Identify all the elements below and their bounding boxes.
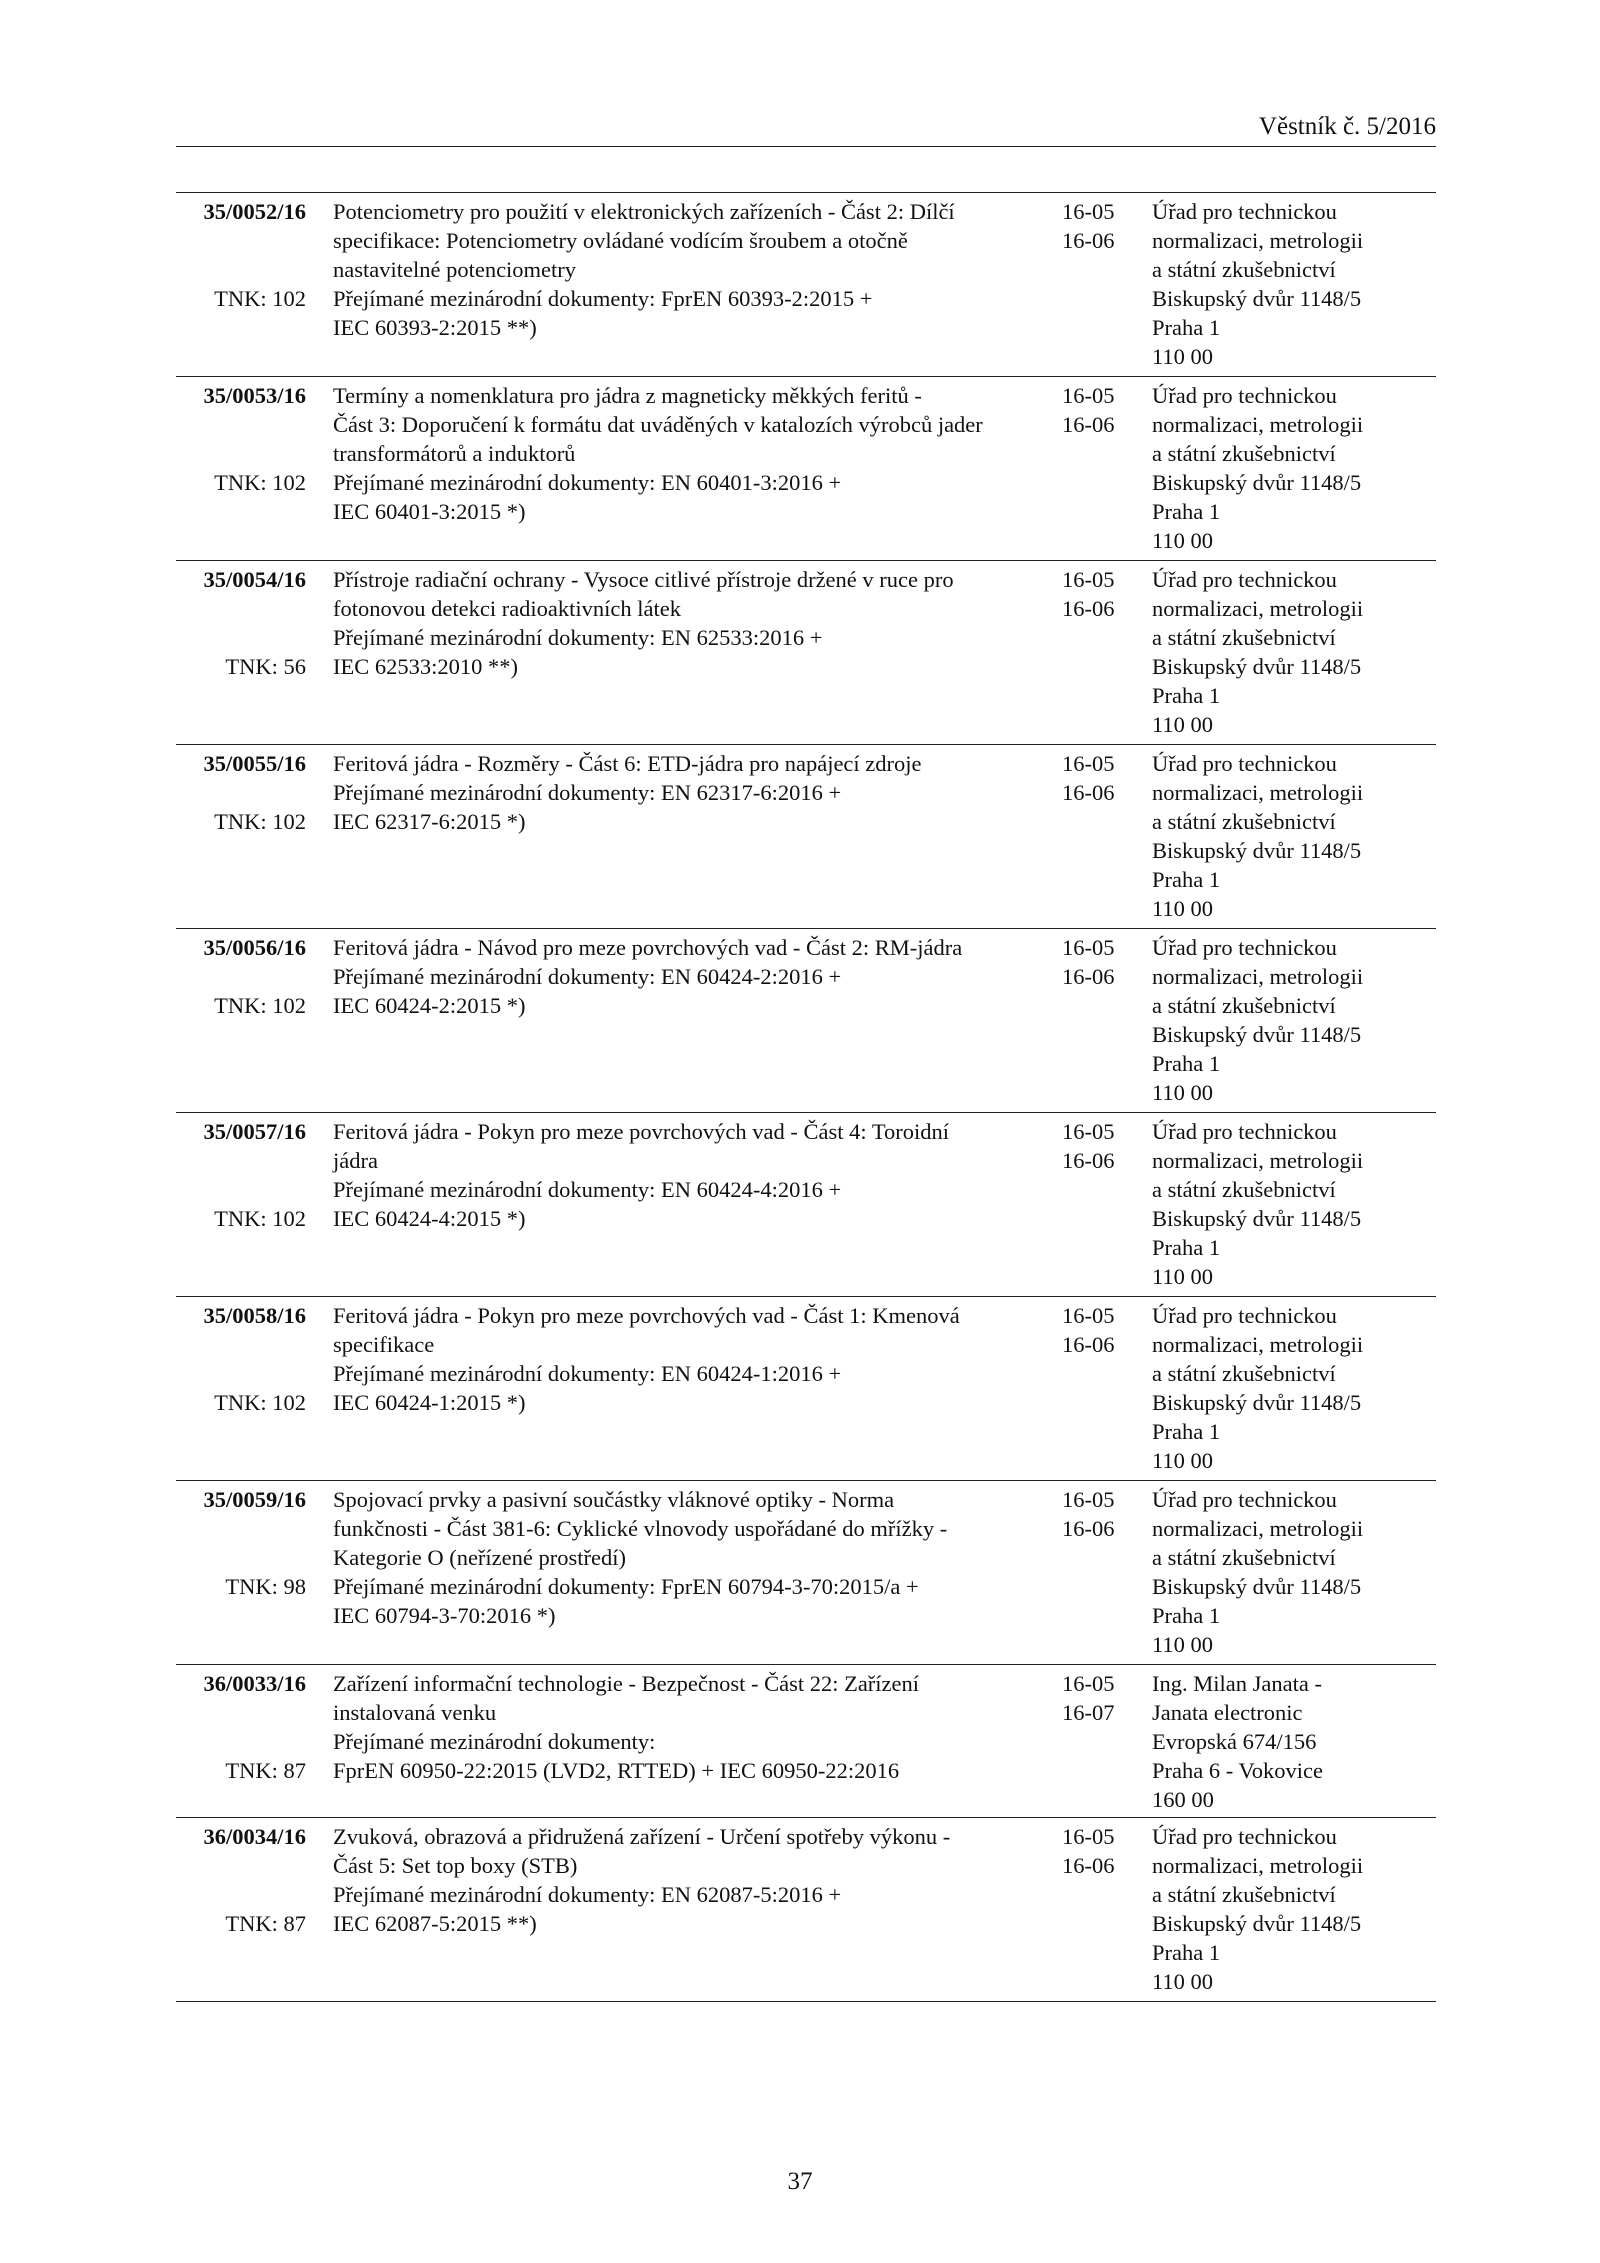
address-line: Biskupský dvůr 1148/5 — [1152, 1022, 1362, 1047]
title-line: Spojovací prvky a pasivní součástky vláknové optiky - Norma — [333, 1487, 895, 1512]
table-row — [176, 560, 1436, 744]
dates-cell — [1062, 749, 1132, 807]
dates-cell — [1062, 381, 1132, 439]
standard-title-cell — [333, 1485, 948, 1630]
tnk-label: TNK: 102 — [214, 809, 306, 834]
processor-address-cell — [1152, 565, 1442, 739]
address-line: Úřad pro technickou — [1152, 1824, 1337, 1849]
table-row — [176, 192, 1436, 376]
standard-title-cell — [333, 565, 954, 681]
date-value: 16-07 — [1062, 1700, 1115, 1725]
date-value: 16-05 — [1062, 383, 1115, 408]
table-row — [176, 1480, 1436, 1664]
standard-title-cell — [333, 1669, 920, 1785]
standard-number: 35/0055/16 — [203, 751, 306, 776]
title-line: Přejímané mezinárodní dokumenty: EN 60424-1:2016 + — [333, 1361, 842, 1386]
address-line: a státní zkušebnictví — [1152, 1177, 1336, 1202]
date-value: 16-06 — [1062, 1853, 1115, 1878]
processor-address-cell — [1152, 197, 1442, 371]
standard-number: 35/0054/16 — [203, 567, 306, 592]
title-line: Termíny a nomenklatura pro jádra z magneticky měkkých feritů - — [333, 383, 922, 408]
standard-number: 35/0056/16 — [203, 935, 306, 960]
address-line: Úřad pro technickou — [1152, 383, 1337, 408]
address-line: normalizaci, metrologii — [1152, 1853, 1364, 1878]
address-line: normalizaci, metrologii — [1152, 964, 1364, 989]
date-value: 16-06 — [1062, 780, 1115, 805]
address-line: Biskupský dvůr 1148/5 — [1152, 1574, 1362, 1599]
address-line: Biskupský dvůr 1148/5 — [1152, 1206, 1362, 1231]
address-line: 110 00 — [1152, 1448, 1214, 1473]
title-line: Přejímané mezinárodní dokumenty: EN 60424-4:2016 + — [333, 1177, 842, 1202]
dates-cell — [1062, 1485, 1132, 1543]
title-line: IEC 60424-1:2015 *) — [333, 1390, 526, 1415]
standard-id-cell — [176, 565, 306, 679]
title-line: IEC 62087-5:2015 **) — [333, 1911, 537, 1936]
date-value: 16-06 — [1062, 1516, 1115, 1541]
title-line: transformátorů a induktorů — [333, 441, 576, 466]
title-line: Přejímané mezinárodní dokumenty: FprEN 60393-2:2015 + — [333, 286, 873, 311]
address-line: 110 00 — [1152, 896, 1214, 921]
standards-table — [176, 192, 1436, 2002]
title-line: IEC 62533:2010 **) — [333, 654, 518, 679]
address-line: normalizaci, metrologii — [1152, 1148, 1364, 1173]
address-line: Biskupský dvůr 1148/5 — [1152, 1911, 1362, 1936]
processor-address-cell — [1152, 1669, 1442, 1814]
address-line: Praha 1 — [1152, 1940, 1221, 1965]
table-row — [176, 1664, 1436, 1817]
date-value: 16-05 — [1062, 751, 1115, 776]
address-line: Praha 1 — [1152, 683, 1221, 708]
address-line: Biskupský dvůr 1148/5 — [1152, 286, 1362, 311]
tnk-label: TNK: 102 — [214, 286, 306, 311]
title-line: Přejímané mezinárodní dokumenty: EN 62533:2016 + — [333, 625, 823, 650]
date-value: 16-05 — [1062, 1824, 1115, 1849]
title-line: specifikace — [333, 1332, 435, 1357]
address-line: 110 00 — [1152, 1264, 1214, 1289]
processor-address-cell — [1152, 381, 1442, 555]
address-line: Biskupský dvůr 1148/5 — [1152, 838, 1362, 863]
title-line: Část 5: Set top boxy (STB) — [333, 1853, 578, 1878]
page-number: 37 — [787, 2168, 813, 2195]
date-value: 16-06 — [1062, 412, 1115, 437]
dates-cell — [1062, 933, 1132, 991]
standard-title-cell — [333, 1301, 960, 1417]
dates-cell — [1062, 1822, 1132, 1880]
title-line: nastavitelné potenciometry — [333, 257, 577, 282]
address-line: 160 00 — [1152, 1787, 1214, 1812]
title-line: Feritová jádra - Pokyn pro meze povrchových vad - Část 4: Toroidní — [333, 1119, 949, 1144]
date-value: 16-06 — [1062, 964, 1115, 989]
address-line: Úřad pro technickou — [1152, 567, 1337, 592]
dates-cell — [1062, 565, 1132, 623]
address-line: Praha 1 — [1152, 1051, 1221, 1076]
title-line: IEC 60424-4:2015 *) — [333, 1206, 526, 1231]
table-row — [176, 376, 1436, 560]
address-line: a státní zkušebnictví — [1152, 1882, 1336, 1907]
tnk-label: TNK: 56 — [225, 654, 306, 679]
title-line: IEC 60393-2:2015 **) — [333, 315, 537, 340]
dates-cell — [1062, 1117, 1132, 1175]
address-line: 110 00 — [1152, 344, 1214, 369]
title-line: Přejímané mezinárodní dokumenty: EN 62087-5:2016 + — [333, 1882, 842, 1907]
tnk-label: TNK: 87 — [225, 1758, 306, 1783]
address-line: normalizaci, metrologii — [1152, 1516, 1364, 1541]
title-line: jádra — [333, 1148, 378, 1173]
address-line: normalizaci, metrologii — [1152, 780, 1364, 805]
standard-title-cell — [333, 381, 983, 526]
title-line: Část 3: Doporučení k formátu dat uváděných v katalozích výrobců jader — [333, 412, 983, 437]
tnk-label: TNK: 98 — [225, 1574, 306, 1599]
standard-number: 35/0059/16 — [203, 1487, 306, 1512]
standard-number: 36/0033/16 — [203, 1671, 306, 1696]
processor-address-cell — [1152, 1485, 1442, 1659]
address-line: normalizaci, metrologii — [1152, 412, 1364, 437]
address-line: Praha 1 — [1152, 1603, 1221, 1628]
standard-id-cell — [176, 1301, 306, 1415]
address-line: a státní zkušebnictví — [1152, 809, 1336, 834]
address-line: Janata electronic — [1152, 1700, 1303, 1725]
address-line: normalizaci, metrologii — [1152, 228, 1364, 253]
address-line: a státní zkušebnictví — [1152, 1361, 1336, 1386]
address-line: Úřad pro technickou — [1152, 1119, 1337, 1144]
dates-cell — [1062, 1301, 1132, 1359]
standard-id-cell — [176, 1669, 306, 1783]
address-line: Biskupský dvůr 1148/5 — [1152, 654, 1362, 679]
address-line: Úřad pro technickou — [1152, 199, 1337, 224]
title-line: Kategorie O (neřízené prostředí) — [333, 1545, 626, 1570]
processor-address-cell — [1152, 749, 1442, 923]
address-line: 110 00 — [1152, 528, 1214, 553]
title-line: IEC 60424-2:2015 *) — [333, 993, 526, 1018]
date-value: 16-05 — [1062, 935, 1115, 960]
dates-cell — [1062, 1669, 1132, 1727]
title-line: Přejímané mezinárodní dokumenty: EN 60424-2:2016 + — [333, 964, 842, 989]
title-line: fotonovou detekci radioaktivních látek — [333, 596, 682, 621]
table-row — [176, 744, 1436, 928]
standard-id-cell — [176, 1485, 306, 1599]
address-line: a státní zkušebnictví — [1152, 257, 1336, 282]
date-value: 16-06 — [1062, 228, 1115, 253]
title-line: Přístroje radiační ochrany - Vysoce citlivé přístroje držené v ruce pro — [333, 567, 954, 592]
address-line: Praha 1 — [1152, 499, 1221, 524]
title-line: Přejímané mezinárodní dokumenty: EN 62317-6:2016 + — [333, 780, 842, 805]
address-line: a státní zkušebnictví — [1152, 625, 1336, 650]
tnk-label: TNK: 87 — [225, 1911, 306, 1936]
address-line: Ing. Milan Janata - — [1152, 1671, 1322, 1696]
dates-cell — [1062, 197, 1132, 255]
standard-number: 35/0057/16 — [203, 1119, 306, 1144]
address-line: Úřad pro technickou — [1152, 1303, 1337, 1328]
title-line: Přejímané mezinárodní dokumenty: FprEN 60794-3-70:2015/a + — [333, 1574, 919, 1599]
standard-title-cell — [333, 749, 922, 836]
standard-id-cell — [176, 1822, 306, 1936]
title-line: IEC 60401-3:2015 *) — [333, 499, 526, 524]
date-value: 16-06 — [1062, 596, 1115, 621]
title-line: funkčnosti - Část 381-6: Cyklické vlnovody uspořádané do mřížky - — [333, 1516, 948, 1541]
standard-title-cell — [333, 197, 955, 342]
title-line: Feritová jádra - Rozměry - Část 6: ETD-jádra pro napájecí zdroje — [333, 751, 922, 776]
title-line: instalovaná venku — [333, 1700, 497, 1725]
standard-id-cell — [176, 933, 306, 1018]
table-row — [176, 928, 1436, 1112]
date-value: 16-06 — [1062, 1332, 1115, 1357]
processor-address-cell — [1152, 1822, 1442, 1996]
title-line: Potenciometry pro použití v elektronických zařízeních - Část 2: Dílčí — [333, 199, 955, 224]
table-row — [176, 1817, 1436, 2002]
date-value: 16-05 — [1062, 567, 1115, 592]
title-line: IEC 60794-3-70:2016 *) — [333, 1603, 556, 1628]
standard-title-cell — [333, 933, 963, 1020]
processor-address-cell — [1152, 933, 1442, 1107]
standard-id-cell — [176, 381, 306, 495]
processor-address-cell — [1152, 1301, 1442, 1475]
title-line: IEC 62317-6:2015 *) — [333, 809, 526, 834]
table-row — [176, 1112, 1436, 1296]
standard-number: 36/0034/16 — [203, 1824, 306, 1849]
address-line: Úřad pro technickou — [1152, 935, 1337, 960]
tnk-label: TNK: 102 — [214, 993, 306, 1018]
address-line: a státní zkušebnictví — [1152, 993, 1336, 1018]
title-line: FprEN 60950-22:2015 (LVD2, RTTED) + IEC 60950-22:2016 — [333, 1758, 900, 1783]
address-line: Praha 1 — [1152, 867, 1221, 892]
title-line: Feritová jádra - Pokyn pro meze povrchových vad - Část 1: Kmenová — [333, 1303, 960, 1328]
address-line: Praha 6 - Vokovice — [1152, 1758, 1324, 1783]
address-line: a státní zkušebnictví — [1152, 1545, 1336, 1570]
title-line: Feritová jádra - Návod pro meze povrchových vad - Část 2: RM-jádra — [333, 935, 963, 960]
processor-address-cell — [1152, 1117, 1442, 1291]
page-header-title: Věstník č. 5/2016 — [1258, 113, 1436, 140]
address-line: 110 00 — [1152, 712, 1214, 737]
title-line: Přejímané mezinárodní dokumenty: — [333, 1729, 656, 1754]
address-line: Evropská 674/156 — [1152, 1729, 1317, 1754]
tnk-label: TNK: 102 — [214, 1390, 306, 1415]
date-value: 16-05 — [1062, 1303, 1115, 1328]
date-value: 16-05 — [1062, 1671, 1115, 1696]
standard-id-cell — [176, 197, 306, 311]
address-line: 110 00 — [1152, 1969, 1214, 1994]
date-value: 16-06 — [1062, 1148, 1115, 1173]
address-line: Úřad pro technickou — [1152, 751, 1337, 776]
standard-id-cell — [176, 1117, 306, 1231]
address-line: Biskupský dvůr 1148/5 — [1152, 470, 1362, 495]
address-line: 110 00 — [1152, 1632, 1214, 1657]
standard-number: 35/0052/16 — [203, 199, 306, 224]
date-value: 16-05 — [1062, 1487, 1115, 1512]
address-line: a státní zkušebnictví — [1152, 441, 1336, 466]
address-line: Biskupský dvůr 1148/5 — [1152, 1390, 1362, 1415]
title-line: Přejímané mezinárodní dokumenty: EN 60401-3:2016 + — [333, 470, 842, 495]
title-line: Zvuková, obrazová a přidružená zařízení - Určení spotřeby výkonu - — [333, 1824, 951, 1849]
table-row — [176, 1296, 1436, 1480]
address-line: Praha 1 — [1152, 1419, 1221, 1444]
address-line: Úřad pro technickou — [1152, 1487, 1337, 1512]
standard-number: 35/0058/16 — [203, 1303, 306, 1328]
standard-title-cell — [333, 1117, 949, 1233]
title-line: Zařízení informační technologie - Bezpečnost - Část 22: Zařízení — [333, 1671, 920, 1696]
standard-title-cell — [333, 1822, 951, 1938]
address-line: 110 00 — [1152, 1080, 1214, 1105]
standard-number: 35/0053/16 — [203, 383, 306, 408]
tnk-label: TNK: 102 — [214, 1206, 306, 1231]
address-line: normalizaci, metrologii — [1152, 596, 1364, 621]
standard-id-cell — [176, 749, 306, 834]
address-line: Praha 1 — [1152, 315, 1221, 340]
date-value: 16-05 — [1062, 199, 1115, 224]
date-value: 16-05 — [1062, 1119, 1115, 1144]
tnk-label: TNK: 102 — [214, 470, 306, 495]
title-line: specifikace: Potenciometry ovládané vodícím šroubem a otočně — [333, 228, 908, 253]
address-line: normalizaci, metrologii — [1152, 1332, 1364, 1357]
address-line: Praha 1 — [1152, 1235, 1221, 1260]
header-divider — [176, 146, 1436, 147]
